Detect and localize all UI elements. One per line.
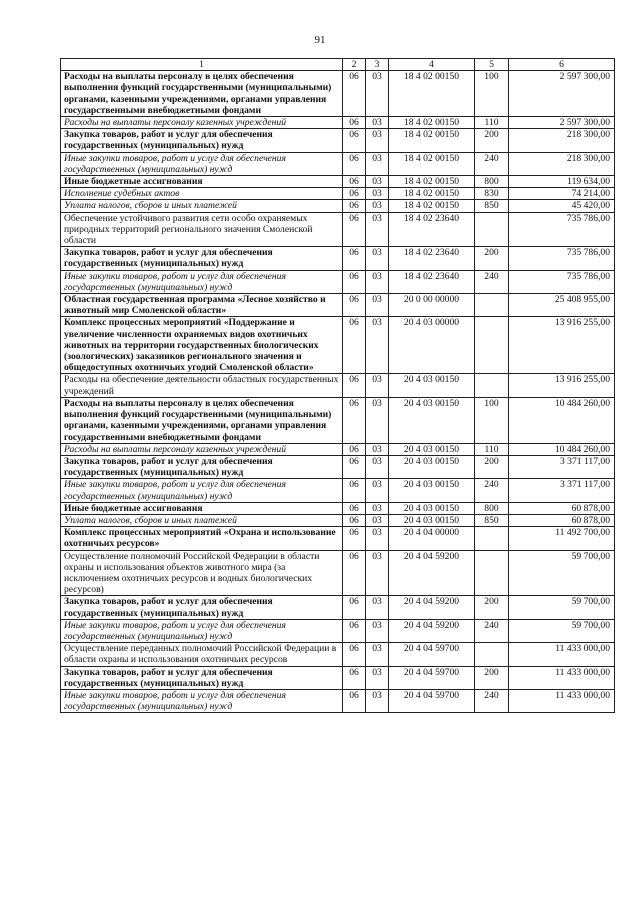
expense-type-code: 850 bbox=[475, 514, 509, 526]
section-code: 06 bbox=[343, 619, 366, 642]
amount: 60 878,00 bbox=[509, 514, 615, 526]
subsection-code: 03 bbox=[366, 294, 389, 317]
target-article-code: 18 4 02 00150 bbox=[389, 152, 475, 175]
row-name: Областная государственная программа «Лесное хозяйство и животный мир Смоленской области» bbox=[61, 294, 343, 317]
table-row bbox=[61, 247, 615, 270]
target-article-code: 18 4 02 00150 bbox=[389, 129, 475, 152]
row-name: Расходы на выплаты персоналу в целях обеспечения выполнения функций государственными (муниципальными) органами, казенными учреждениями, органами управления государственными внебюджетными фондами bbox=[61, 71, 343, 117]
table-row bbox=[61, 317, 615, 374]
section-code: 06 bbox=[343, 455, 366, 478]
subsection-code: 03 bbox=[366, 176, 389, 188]
expense-type-code: 800 bbox=[475, 502, 509, 514]
table-row bbox=[61, 152, 615, 175]
subsection-code: 03 bbox=[366, 200, 389, 212]
expense-type-code bbox=[475, 212, 509, 247]
section-code: 06 bbox=[343, 117, 366, 129]
section-code: 06 bbox=[343, 397, 366, 443]
subsection-code: 03 bbox=[366, 643, 389, 666]
table-header-row bbox=[61, 59, 615, 71]
section-code: 06 bbox=[343, 666, 366, 689]
row-name: Иные бюджетные ассигнования bbox=[61, 502, 343, 514]
table-row bbox=[61, 643, 615, 666]
target-article-code: 20 4 04 59200 bbox=[389, 596, 475, 619]
section-code: 06 bbox=[343, 188, 366, 200]
section-code: 06 bbox=[343, 643, 366, 666]
row-name: Иные закупки товаров, работ и услуг для обеспечения государственных (муниципальных) нужд bbox=[61, 152, 343, 175]
subsection-code: 03 bbox=[366, 374, 389, 397]
table-row bbox=[61, 689, 615, 712]
target-article-code: 20 4 04 00000 bbox=[389, 527, 475, 550]
amount: 13 916 255,00 bbox=[509, 317, 615, 374]
amount: 735 786,00 bbox=[509, 212, 615, 247]
row-name: Иные закупки товаров, работ и услуг для обеспечения государственных (муниципальных) нужд bbox=[61, 479, 343, 502]
table-row bbox=[61, 71, 615, 117]
target-article-code: 18 4 02 23640 bbox=[389, 270, 475, 293]
target-article-code: 20 4 04 59200 bbox=[389, 619, 475, 642]
table-row bbox=[61, 374, 615, 397]
subsection-code: 03 bbox=[366, 527, 389, 550]
table-row bbox=[61, 294, 615, 317]
section-code: 06 bbox=[343, 71, 366, 117]
section-code: 06 bbox=[343, 294, 366, 317]
amount: 11 492 700,00 bbox=[509, 527, 615, 550]
table-row bbox=[61, 455, 615, 478]
subsection-code: 03 bbox=[366, 619, 389, 642]
target-article-code: 20 4 04 59200 bbox=[389, 550, 475, 596]
row-name: Осуществление полномочий Российской Федерации в области охраны и использования объектов животного мира (за исключением охотничьих ресурсов и водных биологических ресурсов) bbox=[61, 550, 343, 596]
row-name: Иные закупки товаров, работ и услуг для обеспечения государственных (муниципальных) нужд bbox=[61, 619, 343, 642]
table-row bbox=[61, 527, 615, 550]
table-row bbox=[61, 619, 615, 642]
amount: 13 916 255,00 bbox=[509, 374, 615, 397]
amount: 218 300,00 bbox=[509, 152, 615, 175]
table-row bbox=[61, 666, 615, 689]
table-row bbox=[61, 176, 615, 188]
target-article-code: 18 4 02 00150 bbox=[389, 176, 475, 188]
expense-type-code bbox=[475, 317, 509, 374]
subsection-code: 03 bbox=[366, 689, 389, 712]
amount: 2 597 300,00 bbox=[509, 117, 615, 129]
budget-table bbox=[60, 58, 615, 713]
expense-type-code bbox=[475, 294, 509, 317]
table-row bbox=[61, 443, 615, 455]
section-code: 06 bbox=[343, 200, 366, 212]
expense-type-code: 800 bbox=[475, 176, 509, 188]
column-header: 6 bbox=[509, 59, 615, 71]
amount: 11 433 000,00 bbox=[509, 666, 615, 689]
amount: 11 433 000,00 bbox=[509, 689, 615, 712]
expense-type-code: 240 bbox=[475, 619, 509, 642]
target-article-code: 20 4 04 59700 bbox=[389, 689, 475, 712]
section-code: 06 bbox=[343, 374, 366, 397]
expense-type-code: 110 bbox=[475, 443, 509, 455]
row-name: Закупка товаров, работ и услуг для обеспечения государственных (муниципальных) нужд bbox=[61, 455, 343, 478]
section-code: 06 bbox=[343, 152, 366, 175]
amount: 119 634,00 bbox=[509, 176, 615, 188]
target-article-code: 20 4 03 00150 bbox=[389, 397, 475, 443]
target-article-code: 20 4 03 00150 bbox=[389, 374, 475, 397]
amount: 735 786,00 bbox=[509, 247, 615, 270]
expense-type-code: 110 bbox=[475, 117, 509, 129]
subsection-code: 03 bbox=[366, 479, 389, 502]
column-header: 5 bbox=[475, 59, 509, 71]
column-header: 4 bbox=[389, 59, 475, 71]
section-code: 06 bbox=[343, 502, 366, 514]
amount: 218 300,00 bbox=[509, 129, 615, 152]
amount: 25 408 955,00 bbox=[509, 294, 615, 317]
amount: 735 786,00 bbox=[509, 270, 615, 293]
target-article-code: 18 4 02 23640 bbox=[389, 212, 475, 247]
subsection-code: 03 bbox=[366, 129, 389, 152]
table-row bbox=[61, 397, 615, 443]
amount: 45 420,00 bbox=[509, 200, 615, 212]
amount: 10 484 260,00 bbox=[509, 443, 615, 455]
subsection-code: 03 bbox=[366, 443, 389, 455]
section-code: 06 bbox=[343, 596, 366, 619]
table-row bbox=[61, 270, 615, 293]
table-row bbox=[61, 212, 615, 247]
section-code: 06 bbox=[343, 317, 366, 374]
subsection-code: 03 bbox=[366, 514, 389, 526]
section-code: 06 bbox=[343, 212, 366, 247]
target-article-code: 20 4 03 00150 bbox=[389, 502, 475, 514]
row-name: Обеспечение устойчивого развития сети особо охраняемых природных территорий регионального значения Смоленской области bbox=[61, 212, 343, 247]
column-header: 2 bbox=[343, 59, 366, 71]
expense-type-code: 100 bbox=[475, 71, 509, 117]
target-article-code: 20 0 00 00000 bbox=[389, 294, 475, 317]
row-name: Исполнение судебных актов bbox=[61, 188, 343, 200]
amount: 74 214,00 bbox=[509, 188, 615, 200]
subsection-code: 03 bbox=[366, 71, 389, 117]
expense-type-code: 200 bbox=[475, 596, 509, 619]
subsection-code: 03 bbox=[366, 455, 389, 478]
table-row bbox=[61, 117, 615, 129]
table-row bbox=[61, 188, 615, 200]
expense-type-code: 240 bbox=[475, 479, 509, 502]
target-article-code: 20 4 04 59700 bbox=[389, 666, 475, 689]
expense-type-code: 200 bbox=[475, 129, 509, 152]
expense-type-code: 240 bbox=[475, 689, 509, 712]
target-article-code: 20 4 03 00150 bbox=[389, 514, 475, 526]
target-article-code: 18 4 02 00150 bbox=[389, 200, 475, 212]
amount: 59 700,00 bbox=[509, 550, 615, 596]
row-name: Расходы на выплаты персоналу в целях обеспечения выполнения функций государственными (муниципальными) органами, казенными учреждениями, органами управления государственными внебюджетными фондами bbox=[61, 397, 343, 443]
expense-type-code: 200 bbox=[475, 247, 509, 270]
amount: 11 433 000,00 bbox=[509, 643, 615, 666]
row-name: Комплекс процессных мероприятий «Поддержание и увеличение численности охраняемых видов охотничьих животных на территории государственных биологических (зоологических) заказников регионального значения и общедоступных охотничьих угодий Смоленской области» bbox=[61, 317, 343, 374]
row-name: Иные закупки товаров, работ и услуг для обеспечения государственных (муниципальных) нужд bbox=[61, 270, 343, 293]
row-name: Осуществление переданных полномочий Российской Федерации в области охраны и использования охотничьих ресурсов bbox=[61, 643, 343, 666]
row-name: Расходы на обеспечение деятельности областных государственных учреждений bbox=[61, 374, 343, 397]
subsection-code: 03 bbox=[366, 188, 389, 200]
target-article-code: 20 4 03 00150 bbox=[389, 455, 475, 478]
expense-type-code: 830 bbox=[475, 188, 509, 200]
amount: 59 700,00 bbox=[509, 596, 615, 619]
table-row bbox=[61, 129, 615, 152]
subsection-code: 03 bbox=[366, 550, 389, 596]
expense-type-code: 850 bbox=[475, 200, 509, 212]
row-name: Закупка товаров, работ и услуг для обеспечения государственных (муниципальных) нужд bbox=[61, 596, 343, 619]
expense-type-code bbox=[475, 374, 509, 397]
expense-type-code bbox=[475, 527, 509, 550]
subsection-code: 03 bbox=[366, 317, 389, 374]
subsection-code: 03 bbox=[366, 596, 389, 619]
expense-type-code: 200 bbox=[475, 666, 509, 689]
row-name: Закупка товаров, работ и услуг для обеспечения государственных (муниципальных) нужд bbox=[61, 247, 343, 270]
table-row bbox=[61, 479, 615, 502]
amount: 60 878,00 bbox=[509, 502, 615, 514]
amount: 59 700,00 bbox=[509, 619, 615, 642]
subsection-code: 03 bbox=[366, 212, 389, 247]
section-code: 06 bbox=[343, 514, 366, 526]
row-name: Закупка товаров, работ и услуг для обеспечения государственных (муниципальных) нужд bbox=[61, 666, 343, 689]
subsection-code: 03 bbox=[366, 666, 389, 689]
target-article-code: 20 4 03 00150 bbox=[389, 443, 475, 455]
amount: 2 597 300,00 bbox=[509, 71, 615, 117]
table-row bbox=[61, 596, 615, 619]
target-article-code: 18 4 02 23640 bbox=[389, 247, 475, 270]
subsection-code: 03 bbox=[366, 270, 389, 293]
expense-type-code: 200 bbox=[475, 455, 509, 478]
column-header: 3 bbox=[366, 59, 389, 71]
section-code: 06 bbox=[343, 527, 366, 550]
target-article-code: 20 4 03 00150 bbox=[389, 479, 475, 502]
target-article-code: 20 4 03 00000 bbox=[389, 317, 475, 374]
subsection-code: 03 bbox=[366, 247, 389, 270]
target-article-code: 18 4 02 00150 bbox=[389, 71, 475, 117]
section-code: 06 bbox=[343, 129, 366, 152]
amount: 10 484 260,00 bbox=[509, 397, 615, 443]
subsection-code: 03 bbox=[366, 397, 389, 443]
section-code: 06 bbox=[343, 247, 366, 270]
amount: 3 371 117,00 bbox=[509, 455, 615, 478]
row-name: Комплекс процессных мероприятий «Охрана и использование охотничьих ресурсов» bbox=[61, 527, 343, 550]
section-code: 06 bbox=[343, 689, 366, 712]
page-number: 91 bbox=[314, 34, 326, 46]
expense-type-code bbox=[475, 643, 509, 666]
expense-type-code bbox=[475, 550, 509, 596]
expense-type-code: 240 bbox=[475, 270, 509, 293]
row-name: Иные закупки товаров, работ и услуг для обеспечения государственных (муниципальных) нужд bbox=[61, 689, 343, 712]
subsection-code: 03 bbox=[366, 152, 389, 175]
amount: 3 371 117,00 bbox=[509, 479, 615, 502]
subsection-code: 03 bbox=[366, 117, 389, 129]
table-row bbox=[61, 514, 615, 526]
row-name: Уплата налогов, сборов и иных платежей bbox=[61, 200, 343, 212]
target-article-code: 18 4 02 00150 bbox=[389, 188, 475, 200]
table-row bbox=[61, 502, 615, 514]
target-article-code: 20 4 04 59700 bbox=[389, 643, 475, 666]
row-name: Расходы на выплаты персоналу казенных учреждений bbox=[61, 443, 343, 455]
section-code: 06 bbox=[343, 270, 366, 293]
table-row bbox=[61, 200, 615, 212]
expense-type-code: 240 bbox=[475, 152, 509, 175]
row-name: Расходы на выплаты персоналу казенных учреждений bbox=[61, 117, 343, 129]
row-name: Иные бюджетные ассигнования bbox=[61, 176, 343, 188]
target-article-code: 18 4 02 00150 bbox=[389, 117, 475, 129]
section-code: 06 bbox=[343, 479, 366, 502]
section-code: 06 bbox=[343, 443, 366, 455]
row-name: Закупка товаров, работ и услуг для обеспечения государственных (муниципальных) нужд bbox=[61, 129, 343, 152]
table-row bbox=[61, 550, 615, 596]
column-header: 1 bbox=[61, 59, 343, 71]
expense-type-code: 100 bbox=[475, 397, 509, 443]
section-code: 06 bbox=[343, 176, 366, 188]
subsection-code: 03 bbox=[366, 502, 389, 514]
section-code: 06 bbox=[343, 550, 366, 596]
row-name: Уплата налогов, сборов и иных платежей bbox=[61, 514, 343, 526]
